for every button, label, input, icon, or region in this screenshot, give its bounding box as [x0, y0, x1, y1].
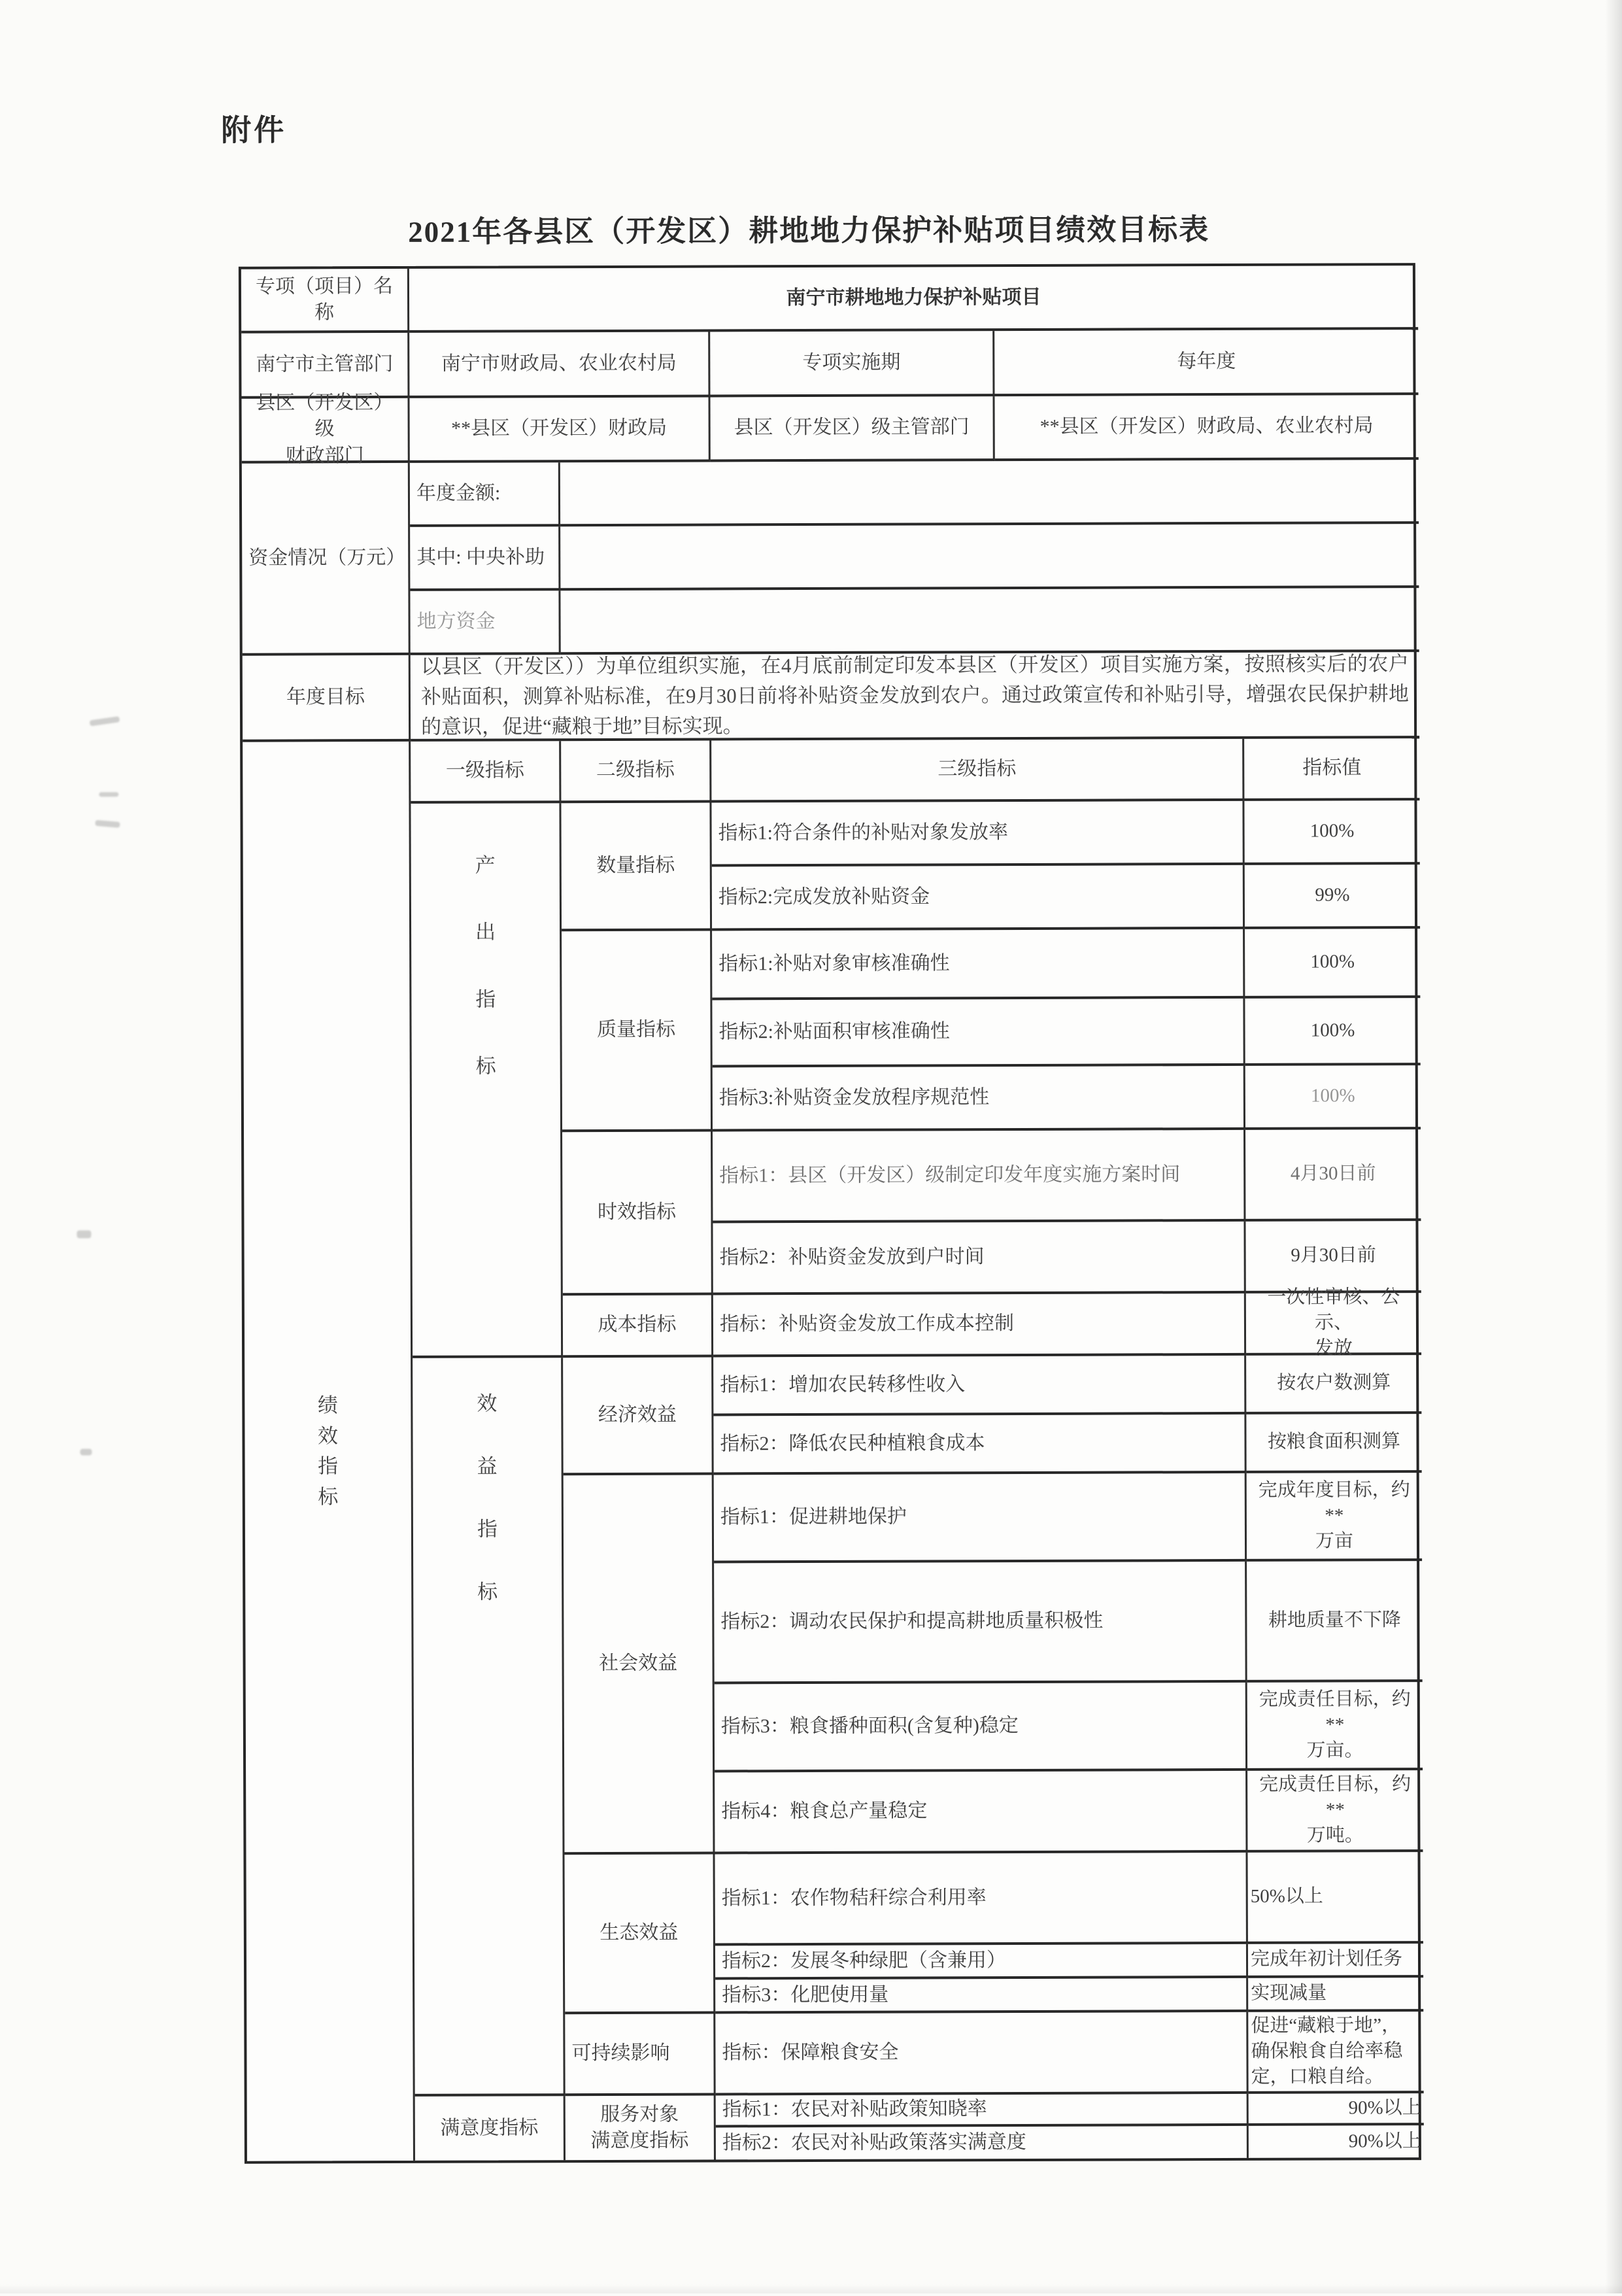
attachment-label: 附件 — [221, 113, 287, 147]
annual-goal-label: 年度目标 — [243, 655, 411, 742]
header-level3: 三级指标 — [711, 739, 1244, 803]
level1-satisfaction: 满意度指标 — [415, 2096, 566, 2161]
city-dept-value: 南宁市财政局、农业农村局 — [409, 332, 710, 398]
indicator-value: 4月30日前 — [1245, 1129, 1421, 1222]
annual-amount-value — [560, 460, 1419, 526]
indicator-value: 完成责任目标，约** 万亩。 — [1247, 1682, 1423, 1771]
level2-timeliness: 时效指标 — [562, 1131, 713, 1295]
indicator-value: 50%以上 — [1247, 1852, 1423, 1944]
level2-social: 社会效益 — [564, 1475, 715, 1855]
scan-artifact — [76, 1230, 91, 1238]
indicator-value: 促进“藏粮于地”， 确保粮食自给率稳 定，口粮自给。 — [1248, 2012, 1423, 2094]
annual-goal-text: 以县区（开发区））为单位组织实施，在4月底前制定印发本县区（开发区）项目实施方案，按照核实后的农户补贴面积，测算补贴标准，在9月30日前将补贴资金发放到农户。通过政策宣传和补贴引导，增强农民保护耕地的意识，促进“藏粮于地”目标实现。 — [411, 652, 1419, 742]
indicator-name: 指标1：农民对补贴政策知晓率 — [716, 2094, 1249, 2128]
performance-target-table — [239, 263, 1421, 2164]
indicator-value: 100% — [1244, 800, 1419, 865]
scanner-edge-shadow — [1605, 0, 1622, 2293]
level1-benefit-text: 效益指标 — [477, 1392, 498, 1603]
indicator-name: 指标1:补贴对象审核准确性 — [712, 929, 1245, 1001]
level1-output-text: 产出指标 — [475, 853, 496, 1078]
indicator-value: 9月30日前 — [1245, 1221, 1421, 1294]
city-dept-label: 南宁市主管部门 — [241, 333, 409, 399]
funds-section-label: 资金情况（万元） — [242, 463, 411, 656]
local-funds-label: 地方资金 — [410, 591, 560, 655]
indicator-name: 指标1：农作物秸秆综合利用率 — [715, 1853, 1248, 1946]
level2-ecological: 生态效益 — [565, 1854, 716, 2014]
indicator-name: 指标：保障粮食安全 — [715, 2012, 1248, 2096]
scanner-bottom-shadow — [0, 2284, 1622, 2293]
level2-quantity: 数量指标 — [561, 802, 712, 931]
indicator-name: 指标2：农民对补贴政策落实满意度 — [716, 2126, 1249, 2160]
indicator-value: 按粮食面积测算 — [1246, 1414, 1421, 1473]
level2-quality: 质量指标 — [562, 931, 713, 1132]
indicator-value: 完成责任目标，约** 万吨。 — [1247, 1770, 1423, 1853]
central-subsidy-value — [560, 524, 1419, 591]
indicator-name: 指标3：粮食播种面积(含复种)稳定 — [715, 1683, 1247, 1773]
project-name-value: 南宁市耕地地力保护补贴项目 — [409, 266, 1418, 333]
document-title: 2021年各县区（开发区）耕地地力保护补贴项目绩效目标表 — [408, 213, 1210, 248]
county-dept-label: 县区（开发区）级主管部门 — [711, 396, 995, 462]
indicator-value: 100% — [1245, 998, 1420, 1066]
indicator-name: 指标2：补贴资金发放到户时间 — [713, 1222, 1245, 1295]
indicator-name: 指标4：粮食总产量稳定 — [715, 1771, 1247, 1855]
indicator-value: 完成年初计划任务 — [1248, 1944, 1423, 1978]
local-funds-value — [560, 588, 1419, 655]
project-name-label: 专项（项目）名称 — [241, 269, 409, 334]
period-value: 每年度 — [994, 330, 1418, 396]
period-label: 专项实施期 — [710, 331, 994, 397]
level2-cost: 成本指标 — [563, 1295, 713, 1358]
indicator-name: 指标3：化肥使用量 — [715, 1978, 1248, 2014]
county-finance-label: 县区（开发区）级 财政部门 — [242, 398, 410, 464]
county-finance-value: **县区（开发区）财政局 — [410, 397, 711, 462]
indicator-value: 99% — [1245, 865, 1420, 929]
central-subsidy-label: 其中: 中央补助 — [410, 526, 560, 591]
county-dept-value: **县区（开发区）财政局、农业农村局 — [994, 395, 1418, 461]
scan-artifact — [95, 820, 120, 828]
scan-artifact — [90, 716, 120, 726]
annual-amount-label: 年度金额: — [410, 462, 560, 527]
indicator-name: 指标1：增加农民转移性收入 — [713, 1356, 1246, 1416]
indicator-value: 90%以上 — [1348, 2130, 1421, 2152]
level1-benefit — [413, 1358, 566, 2097]
scan-artifact — [80, 1448, 92, 1455]
indicator-value: 按农户数测算 — [1246, 1355, 1421, 1414]
indicator-name: 指标2：调动农民保护和提高耕地质量积极性 — [714, 1562, 1247, 1685]
level2-sustainable: 可持续影响 — [565, 2013, 715, 2096]
indicator-value: 一次性审核、公示、 发放 — [1246, 1293, 1421, 1356]
indicator-value: 100% — [1245, 929, 1420, 999]
header-value: 指标值 — [1244, 738, 1419, 801]
indicator-name: 指标2：发展冬种绿肥（含兼用） — [715, 1944, 1248, 1980]
indicator-value: 完成年度目标，约** 万亩 — [1247, 1473, 1422, 1562]
level2-economic: 经济效益 — [563, 1357, 714, 1475]
indicator-name: 指标3:补贴资金发放程序规范性 — [713, 1066, 1245, 1132]
level1-output — [411, 803, 563, 1358]
indicator-value: 100% — [1245, 1065, 1421, 1130]
header-level2: 二级指标 — [561, 740, 711, 803]
level2-service-satisfaction: 服务对象 满意度指标 — [566, 2095, 716, 2160]
indicator-name: 指标1：县区（开发区）级制定印发年度实施方案时间 — [713, 1130, 1245, 1224]
indicator-name: 指标2:补贴面积审核准确性 — [712, 999, 1245, 1068]
indicator-value: 实现减量 — [1248, 1978, 1423, 2012]
indicator-name: 指标1：促进耕地保护 — [714, 1473, 1247, 1564]
scan-artifact — [99, 792, 118, 797]
indicator-name: 指标：补贴资金发放工作成本控制 — [713, 1294, 1246, 1358]
indicator-value: 耕地质量不下降 — [1247, 1561, 1423, 1683]
indicator-name: 指标2:完成发放补贴资金 — [712, 865, 1245, 931]
indicator-name: 指标1:符合条件的补贴对象发放率 — [711, 801, 1244, 867]
performance-section-label — [243, 742, 415, 2161]
performance-section-text: 绩效指标 — [317, 1394, 339, 1508]
indicator-name: 指标2：降低农民种植粮食成本 — [713, 1414, 1246, 1475]
header-level1: 一级指标 — [411, 741, 561, 804]
indicator-value: 90%以上 — [1249, 2093, 1424, 2126]
